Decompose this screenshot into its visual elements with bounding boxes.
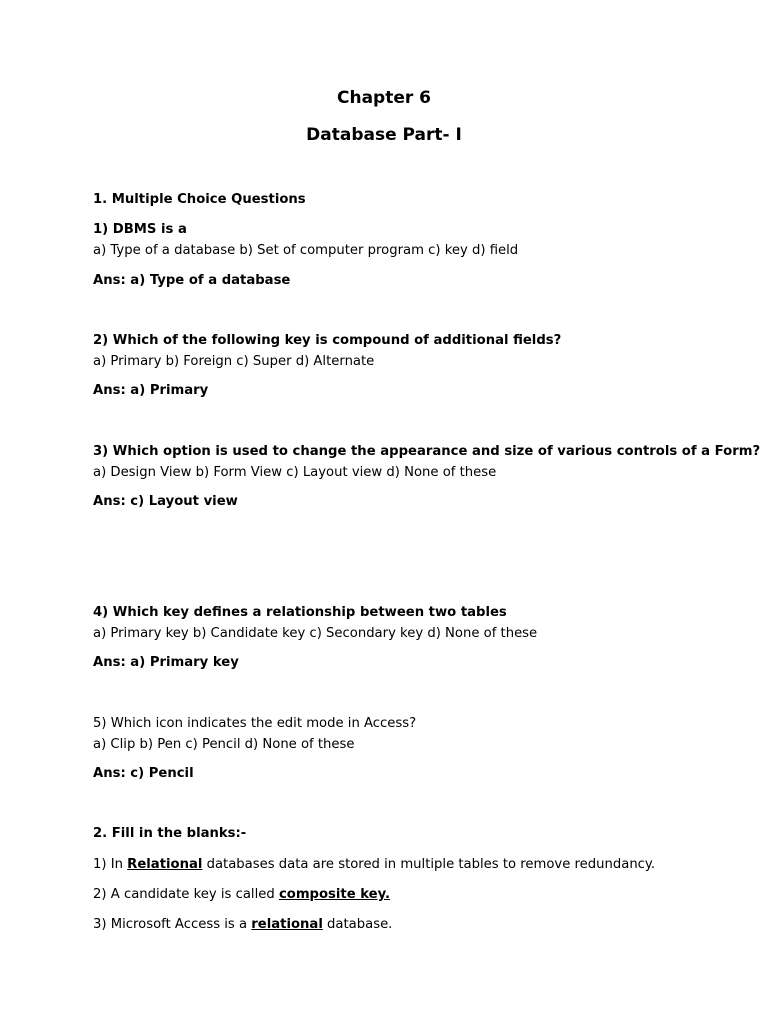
question-1: 1) DBMS is a	[93, 222, 187, 237]
fill-item-3-after: database.	[322, 917, 393, 932]
options-2: a) Primary b) Foreign c) Super d) Alternate	[93, 354, 375, 369]
chapter-title: Chapter 6	[336, 88, 431, 108]
answer-4: Ans: a) Primary key	[93, 655, 239, 670]
question-4: 4) Which key defines a relationship between two tables	[93, 605, 507, 620]
question-5: 5) Which icon indicates the edit mode in Access?	[93, 716, 417, 731]
answer-5: Ans: c) Pencil	[93, 766, 194, 781]
options-4: a) Primary key b) Candidate key c) Secondary key d) None of these	[93, 626, 538, 641]
fill-item-1-blank: Relational	[127, 857, 203, 872]
fill-item-3-blank: relational	[251, 917, 323, 932]
fill-item-2-blank: composite key.	[278, 887, 391, 902]
options-5: a) Clip b) Pen c) Pencil d) None of these	[93, 737, 355, 752]
fill-item-2	[93, 887, 390, 902]
fill-item-1-before: 1) In	[93, 857, 128, 872]
fill-item-1-after: databases data are stored in multiple tables to remove redundancy.	[202, 857, 656, 872]
question-2: 2) Which of the following key is compound of additional fields?	[93, 333, 562, 348]
chapter-subtitle: Database Part- I	[306, 125, 462, 145]
fill-item-3	[93, 917, 392, 932]
fill-heading: 2. Fill in the blanks:-	[93, 826, 247, 841]
answer-3: Ans: c) Layout view	[93, 494, 238, 509]
fill-item-1	[93, 857, 655, 872]
mcq-heading: 1. Multiple Choice Questions	[93, 192, 306, 207]
fill-item-3-before: 3) Microsoft Access is a	[93, 917, 252, 932]
options-3: a) Design View b) Form View c) Layout view d) None of these	[93, 465, 497, 480]
options-1: a) Type of a database b) Set of computer program c) key d) field	[93, 243, 519, 258]
answer-2: Ans: a) Primary	[93, 383, 209, 398]
fill-item-2-before: 2) A candidate key is called	[93, 887, 279, 902]
answer-1: Ans: a) Type of a database	[93, 273, 291, 288]
question-3: 3) Which option is used to change the appearance and size of various controls of a Form?	[93, 444, 761, 459]
